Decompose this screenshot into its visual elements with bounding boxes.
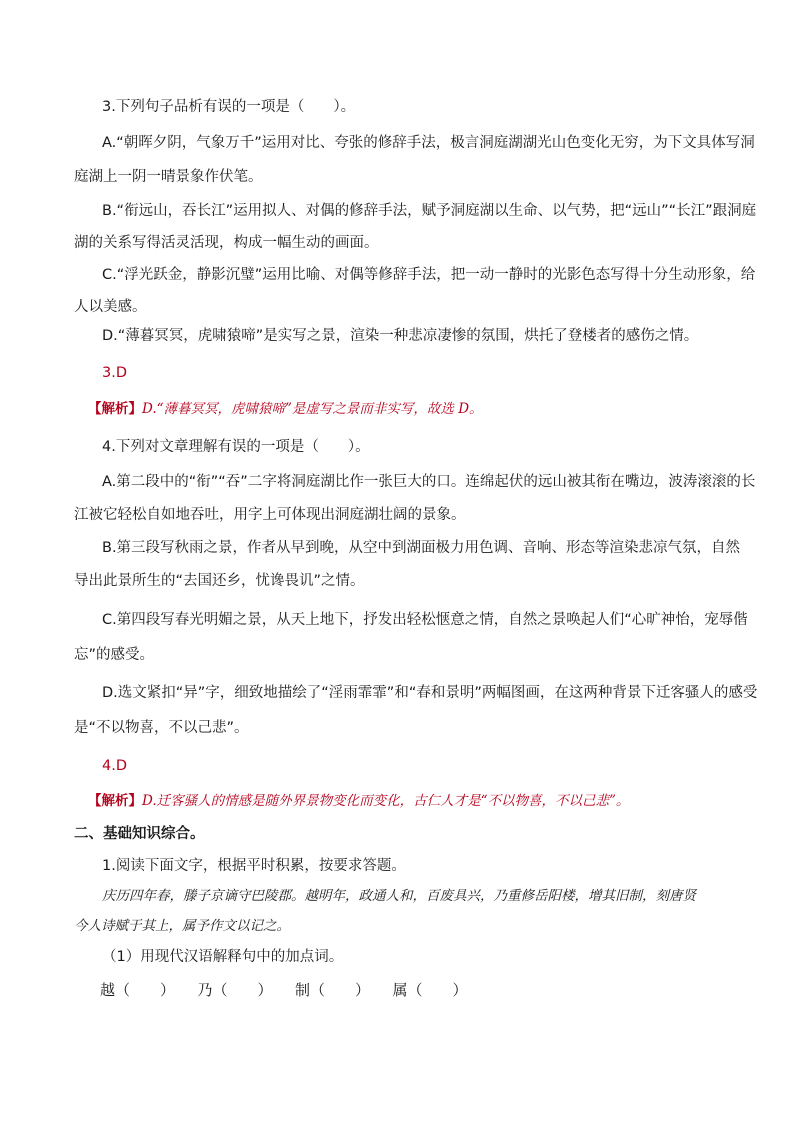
q3-analysis [88, 399, 483, 419]
answer-blanks: 越（ ） 乃（ ） 制（ ） 属（ ） [100, 981, 468, 999]
section-2-heading: 二、基础知识综合。 [74, 826, 205, 842]
q4-option-a-line1: A.第二段中的“衔”“吞”二字将洞庭湖比作一张巨大的口。连绵起伏的远山被其衔在嘴边，波涛滚滚的长 [102, 474, 756, 490]
passage-line1: 庆历四年春，滕子京谪守巴陵郡。越明年，政通人和，百废具兴，乃重修岳阳楼，增其旧制，刻唐贤 [102, 888, 696, 904]
q4-option-d-line2: 是“不以物喜，不以己悲”。 [74, 720, 249, 736]
q3-option-a-line1: A.“朝晖夕阴，气象万千”运用对比、夸张的修辞手法，极言洞庭湖湖光山色变化无穷，为下文具体写洞 [102, 135, 755, 151]
q4-option-b-line2: 导出此景所生的“去国还乡，忧谗畏讥”之情。 [74, 573, 365, 589]
q4-option-d-line1: D.选文紧扣“异”字，细致地描绘了“淫雨霏霏”和“春和景明”两幅图画，在这两种背景下迁客骚人的感受 [102, 685, 758, 701]
q3-stem: 3.下列句子品析有误的一项是（ ）。 [102, 99, 356, 115]
q3-answer: 3.D [102, 365, 127, 381]
q4-analysis [88, 791, 629, 811]
q3-option-d: D.“薄暮冥冥，虎啸猿啼”是实写之景，渲染一种悲凉凄惨的氛围，烘托了登楼者的感伤之情。 [102, 328, 699, 344]
section-2-q1-stem: 1.阅读下面文字，根据平时积累，按要求答题。 [102, 858, 406, 874]
section-2-sub-question-1: （1）用现代汉语解释句中的加点词。 [102, 949, 344, 965]
q4-analysis-text: D.迁客骚人的情感是随外界景物变化而变化，古仁人才是“不以物喜，不以己悲”。 [142, 793, 630, 809]
q4-option-b-line1: B.第三段写秋雨之景，作者从早到晚，从空中到湖面极力用色调、音响、形态等渲染悲凉气氛，自然 [102, 540, 741, 556]
q3-analysis-tag: 【解析】 [88, 401, 142, 417]
q3-option-a-line2: 庭湖上一阴一晴景象作伏笔。 [74, 169, 263, 185]
q4-option-c-line2: 忘”的感受。 [74, 647, 155, 663]
q4-stem: 4.下列对文章理解有误的一项是（ ）。 [102, 439, 370, 455]
q4-answer: 4.D [102, 758, 127, 774]
q4-option-a-line2: 江被它轻松自如地吞吐，用字上可体现出洞庭湖壮阔的景象。 [74, 507, 466, 523]
q3-option-b-line2: 湖的关系写得活灵活现，构成一幅生动的画面。 [74, 235, 379, 251]
q4-option-c-line1: C.第四段写春光明媚之景，从天上地下，抒发出轻松惬意之情，自然之景唤起人们“心旷神怡，宠辱偕 [102, 612, 748, 628]
q3-analysis-text: D.“薄暮冥冥，虎啸猿啼”是虚写之景而非实写，故选 D。 [142, 401, 483, 417]
q4-analysis-tag: 【解析】 [88, 793, 142, 809]
q3-option-c-line2: 人以美感。 [74, 299, 147, 315]
q3-option-c-line1: C.“浮光跃金，静影沉璧”运用比喻、对偶等修辞手法，把一动一静时的光影色态写得十分生动形象，给 [102, 267, 756, 283]
passage-line2: 今人诗赋于其上，属予作文以记之。 [74, 918, 290, 934]
q3-option-b-line1: B.“衔远山，吞长江”运用拟人、对偶的修辞手法，赋予洞庭湖以生命、以气势，把“远山”“长江”跟洞庭 [102, 203, 757, 219]
